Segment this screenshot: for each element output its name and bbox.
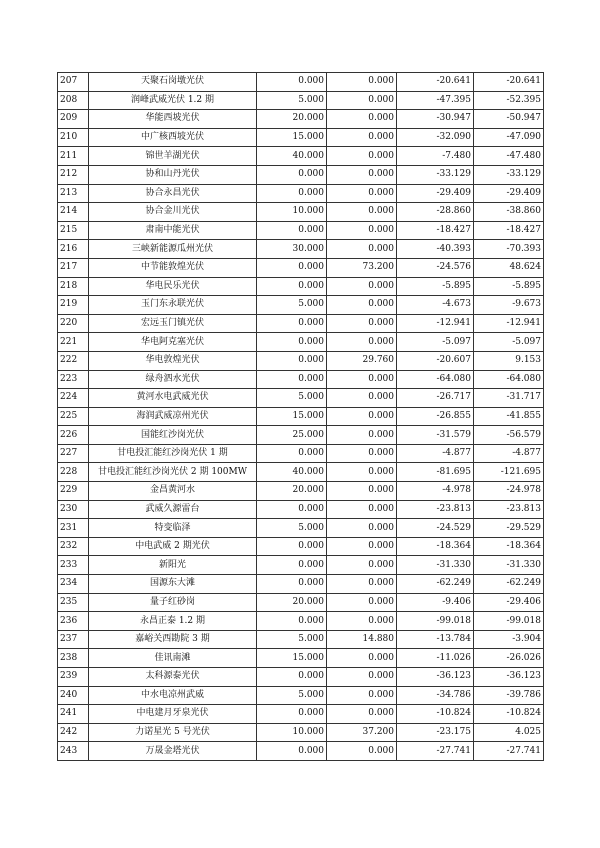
row-number: 207 (58, 73, 89, 92)
value-col-4: -50.947 (474, 110, 544, 129)
value-col-2: 0.000 (327, 91, 397, 110)
value-col-4: -41.855 (474, 407, 544, 426)
row-number: 219 (58, 296, 89, 315)
table-body (58, 73, 544, 761)
station-name: 华电民乐光伏 (89, 277, 257, 296)
table-row (58, 240, 544, 259)
table-row (58, 593, 544, 612)
value-col-2: 0.000 (327, 370, 397, 389)
row-number: 231 (58, 519, 89, 538)
table-row (58, 351, 544, 370)
value-col-2: 0.000 (327, 444, 397, 463)
row-number: 242 (58, 723, 89, 742)
value-col-2: 0.000 (327, 333, 397, 352)
row-number: 238 (58, 649, 89, 668)
value-col-3: -29.409 (397, 184, 474, 203)
row-number: 237 (58, 630, 89, 649)
value-col-2: 0.000 (327, 407, 397, 426)
value-col-3: -40.393 (397, 240, 474, 259)
table-row (58, 333, 544, 352)
value-col-1: 15.000 (257, 649, 327, 668)
station-name: 玉门东永联光伏 (89, 296, 257, 315)
value-col-1: 0.000 (257, 575, 327, 594)
value-col-2: 0.000 (327, 612, 397, 631)
value-col-2: 0.000 (327, 389, 397, 408)
value-col-4: -38.860 (474, 203, 544, 222)
station-name: 润峰武威光伏 1.2 期 (89, 91, 257, 110)
value-col-3: -9.406 (397, 593, 474, 612)
value-col-1: 10.000 (257, 723, 327, 742)
station-name: 肃南中能光伏 (89, 221, 257, 240)
value-col-4: -24.978 (474, 482, 544, 501)
value-col-2: 29.760 (327, 351, 397, 370)
value-col-3: -81.695 (397, 463, 474, 482)
row-number: 233 (58, 556, 89, 575)
value-col-1: 5.000 (257, 630, 327, 649)
value-col-1: 0.000 (257, 612, 327, 631)
value-col-4: -70.393 (474, 240, 544, 259)
row-number: 222 (58, 351, 89, 370)
value-col-1: 40.000 (257, 147, 327, 166)
table-row (58, 463, 544, 482)
value-col-2: 0.000 (327, 314, 397, 333)
value-col-3: -18.364 (397, 537, 474, 556)
value-col-2: 0.000 (327, 426, 397, 445)
value-col-2: 37.200 (327, 723, 397, 742)
value-col-4: -26.026 (474, 649, 544, 668)
value-col-3: -64.080 (397, 370, 474, 389)
station-name: 中电武威 2 期光伏 (89, 537, 257, 556)
value-col-1: 5.000 (257, 91, 327, 110)
value-col-3: -28.860 (397, 203, 474, 222)
station-name: 新阳光 (89, 556, 257, 575)
row-number: 213 (58, 184, 89, 203)
value-col-3: -20.607 (397, 351, 474, 370)
value-col-3: -5.895 (397, 277, 474, 296)
station-name: 中节能敦煌光伏 (89, 258, 257, 277)
value-col-2: 0.000 (327, 537, 397, 556)
value-col-4: 9.153 (474, 351, 544, 370)
table-row (58, 91, 544, 110)
value-col-3: -31.330 (397, 556, 474, 575)
row-number: 232 (58, 537, 89, 556)
value-col-2: 0.000 (327, 165, 397, 184)
row-number: 241 (58, 705, 89, 724)
table-row (58, 575, 544, 594)
value-col-2: 0.000 (327, 184, 397, 203)
value-col-3: -7.480 (397, 147, 474, 166)
value-col-3: -47.395 (397, 91, 474, 110)
value-col-4: -29.409 (474, 184, 544, 203)
row-number: 216 (58, 240, 89, 259)
value-col-3: -4.673 (397, 296, 474, 315)
value-col-2: 0.000 (327, 463, 397, 482)
row-number: 230 (58, 500, 89, 519)
value-col-1: 5.000 (257, 296, 327, 315)
row-number: 229 (58, 482, 89, 501)
row-number: 223 (58, 370, 89, 389)
station-name: 佳讯南滩 (89, 649, 257, 668)
station-name: 甘电投汇能红沙岗光伏 1 期 (89, 444, 257, 463)
value-col-4: -29.529 (474, 519, 544, 538)
value-col-1: 0.000 (257, 314, 327, 333)
row-number: 235 (58, 593, 89, 612)
station-name: 宏远玉门镇光伏 (89, 314, 257, 333)
station-name: 华电阿克塞光伏 (89, 333, 257, 352)
row-number: 243 (58, 742, 89, 761)
station-name: 绿舟泗水光伏 (89, 370, 257, 389)
value-col-3: -23.175 (397, 723, 474, 742)
station-name: 嘉峪关西勘院 3 期 (89, 630, 257, 649)
value-col-4: -5.895 (474, 277, 544, 296)
value-col-2: 0.000 (327, 575, 397, 594)
value-col-4: -18.427 (474, 221, 544, 240)
value-col-2: 0.000 (327, 705, 397, 724)
value-col-1: 0.000 (257, 742, 327, 761)
value-col-3: -24.529 (397, 519, 474, 538)
value-col-2: 0.000 (327, 482, 397, 501)
station-name: 国源东大滩 (89, 575, 257, 594)
value-col-4: -9.673 (474, 296, 544, 315)
value-col-2: 0.000 (327, 203, 397, 222)
value-col-4: -39.786 (474, 686, 544, 705)
station-name: 三峡新能源瓜州光伏 (89, 240, 257, 259)
value-col-1: 0.000 (257, 165, 327, 184)
table-row (58, 277, 544, 296)
value-col-1: 0.000 (257, 258, 327, 277)
value-col-3: -20.641 (397, 73, 474, 92)
table-row (58, 128, 544, 147)
station-name: 协和山丹光伏 (89, 165, 257, 184)
value-col-3: -4.978 (397, 482, 474, 501)
value-col-2: 0.000 (327, 147, 397, 166)
value-col-3: -4.877 (397, 444, 474, 463)
table-row (58, 482, 544, 501)
table-row (58, 723, 544, 742)
table-row (58, 203, 544, 222)
value-col-1: 5.000 (257, 686, 327, 705)
table-row (58, 519, 544, 538)
table-row (58, 258, 544, 277)
station-name: 华能西坡光伏 (89, 110, 257, 129)
value-col-4: -121.695 (474, 463, 544, 482)
value-col-3: -36.123 (397, 668, 474, 687)
station-name: 万晟金塔光伏 (89, 742, 257, 761)
table-row (58, 537, 544, 556)
row-number: 209 (58, 110, 89, 129)
table-row (58, 649, 544, 668)
table-row (58, 221, 544, 240)
value-col-2: 0.000 (327, 593, 397, 612)
value-col-4: 4.025 (474, 723, 544, 742)
station-name: 中水电凉州武威 (89, 686, 257, 705)
station-name: 锦世羊湖光伏 (89, 147, 257, 166)
value-col-2: 0.000 (327, 221, 397, 240)
station-name: 中广核西坡光伏 (89, 128, 257, 147)
row-number: 227 (58, 444, 89, 463)
row-number: 236 (58, 612, 89, 631)
row-number: 234 (58, 575, 89, 594)
station-name: 武威久源雷台 (89, 500, 257, 519)
row-number: 225 (58, 407, 89, 426)
value-col-2: 0.000 (327, 519, 397, 538)
row-number: 228 (58, 463, 89, 482)
value-col-1: 0.000 (257, 184, 327, 203)
table-row (58, 296, 544, 315)
station-name: 量子红砂岗 (89, 593, 257, 612)
station-name: 太科源泰光伏 (89, 668, 257, 687)
value-col-4: -5.097 (474, 333, 544, 352)
row-number: 218 (58, 277, 89, 296)
value-col-1: 0.000 (257, 556, 327, 575)
value-col-1: 0.000 (257, 668, 327, 687)
value-col-1: 0.000 (257, 705, 327, 724)
station-name: 永昌正泰 1.2 期 (89, 612, 257, 631)
value-col-4: -52.395 (474, 91, 544, 110)
value-col-2: 0.000 (327, 742, 397, 761)
value-col-4: -20.641 (474, 73, 544, 92)
row-number: 212 (58, 165, 89, 184)
value-col-3: -34.786 (397, 686, 474, 705)
value-col-1: 15.000 (257, 407, 327, 426)
value-col-4: -3.904 (474, 630, 544, 649)
value-col-1: 0.000 (257, 73, 327, 92)
value-col-4: -4.877 (474, 444, 544, 463)
value-col-3: -99.018 (397, 612, 474, 631)
value-col-4: -64.080 (474, 370, 544, 389)
value-col-1: 15.000 (257, 128, 327, 147)
value-col-2: 73.200 (327, 258, 397, 277)
value-col-4: -23.813 (474, 500, 544, 519)
station-name: 甘电投汇能红沙岗光伏 2 期 100MW (89, 463, 257, 482)
data-table (57, 72, 544, 761)
row-number: 220 (58, 314, 89, 333)
value-col-2: 0.000 (327, 296, 397, 315)
row-number: 214 (58, 203, 89, 222)
value-col-3: -30.947 (397, 110, 474, 129)
table-row (58, 612, 544, 631)
row-number: 215 (58, 221, 89, 240)
value-col-2: 0.000 (327, 500, 397, 519)
table-row (58, 389, 544, 408)
value-col-1: 0.000 (257, 500, 327, 519)
table-row (58, 444, 544, 463)
station-name: 力诺星光 5 号光伏 (89, 723, 257, 742)
value-col-4: -12.941 (474, 314, 544, 333)
value-col-4: -36.123 (474, 668, 544, 687)
value-col-1: 30.000 (257, 240, 327, 259)
table-row (58, 426, 544, 445)
value-col-1: 10.000 (257, 203, 327, 222)
value-col-3: -12.941 (397, 314, 474, 333)
value-col-2: 0.000 (327, 128, 397, 147)
station-name: 特变临泽 (89, 519, 257, 538)
value-col-4: -31.717 (474, 389, 544, 408)
value-col-2: 0.000 (327, 277, 397, 296)
value-col-4: -99.018 (474, 612, 544, 631)
row-number: 208 (58, 91, 89, 110)
value-col-1: 5.000 (257, 389, 327, 408)
station-name: 国能红沙岗光伏 (89, 426, 257, 445)
table-row (58, 407, 544, 426)
value-col-3: -11.026 (397, 649, 474, 668)
value-col-1: 0.000 (257, 333, 327, 352)
value-col-3: -26.717 (397, 389, 474, 408)
value-col-2: 0.000 (327, 240, 397, 259)
value-col-1: 0.000 (257, 277, 327, 296)
value-col-1: 25.000 (257, 426, 327, 445)
station-name: 华电敦煌光伏 (89, 351, 257, 370)
table-row (58, 370, 544, 389)
value-col-4: -33.129 (474, 165, 544, 184)
value-col-1: 0.000 (257, 444, 327, 463)
table-row (58, 314, 544, 333)
value-col-3: -23.813 (397, 500, 474, 519)
value-col-4: -47.480 (474, 147, 544, 166)
table-row (58, 110, 544, 129)
value-col-4: -10.824 (474, 705, 544, 724)
value-col-3: -5.097 (397, 333, 474, 352)
value-col-2: 0.000 (327, 686, 397, 705)
row-number: 217 (58, 258, 89, 277)
value-col-2: 0.000 (327, 73, 397, 92)
value-col-3: -33.129 (397, 165, 474, 184)
station-name: 协合金川光伏 (89, 203, 257, 222)
table-row (58, 742, 544, 761)
table-row (58, 73, 544, 92)
table-row (58, 686, 544, 705)
value-col-1: 20.000 (257, 593, 327, 612)
table-row (58, 147, 544, 166)
value-col-4: -47.090 (474, 128, 544, 147)
value-col-4: -18.364 (474, 537, 544, 556)
row-number: 240 (58, 686, 89, 705)
table-row (58, 630, 544, 649)
station-name: 天聚石岗墩光伏 (89, 73, 257, 92)
value-col-3: -27.741 (397, 742, 474, 761)
value-col-2: 0.000 (327, 668, 397, 687)
value-col-4: 48.624 (474, 258, 544, 277)
value-col-2: 0.000 (327, 556, 397, 575)
row-number: 239 (58, 668, 89, 687)
value-col-2: 14.880 (327, 630, 397, 649)
value-col-4: -62.249 (474, 575, 544, 594)
table-row (58, 668, 544, 687)
value-col-1: 0.000 (257, 221, 327, 240)
table-row (58, 165, 544, 184)
value-col-1: 0.000 (257, 537, 327, 556)
station-name: 协合永昌光伏 (89, 184, 257, 203)
row-number: 211 (58, 147, 89, 166)
station-name: 黄河水电武威光伏 (89, 389, 257, 408)
row-number: 226 (58, 426, 89, 445)
value-col-3: -26.855 (397, 407, 474, 426)
row-number: 224 (58, 389, 89, 408)
value-col-3: -13.784 (397, 630, 474, 649)
station-name: 中电建月牙泉光伏 (89, 705, 257, 724)
value-col-4: -56.579 (474, 426, 544, 445)
table-row (58, 705, 544, 724)
value-col-2: 0.000 (327, 649, 397, 668)
value-col-1: 0.000 (257, 370, 327, 389)
value-col-3: -10.824 (397, 705, 474, 724)
value-col-1: 0.000 (257, 351, 327, 370)
value-col-1: 5.000 (257, 519, 327, 538)
value-col-1: 40.000 (257, 463, 327, 482)
value-col-3: -18.427 (397, 221, 474, 240)
value-col-1: 20.000 (257, 110, 327, 129)
value-col-4: -29.406 (474, 593, 544, 612)
value-col-3: -24.576 (397, 258, 474, 277)
table-row (58, 556, 544, 575)
row-number: 221 (58, 333, 89, 352)
value-col-1: 20.000 (257, 482, 327, 501)
value-col-4: -31.330 (474, 556, 544, 575)
value-col-3: -62.249 (397, 575, 474, 594)
value-col-4: -27.741 (474, 742, 544, 761)
row-number: 210 (58, 128, 89, 147)
table-row (58, 184, 544, 203)
value-col-3: -31.579 (397, 426, 474, 445)
value-col-3: -32.090 (397, 128, 474, 147)
station-name: 金昌黄河水 (89, 482, 257, 501)
value-col-2: 0.000 (327, 110, 397, 129)
station-name: 海润武威凉州光伏 (89, 407, 257, 426)
table-row (58, 500, 544, 519)
